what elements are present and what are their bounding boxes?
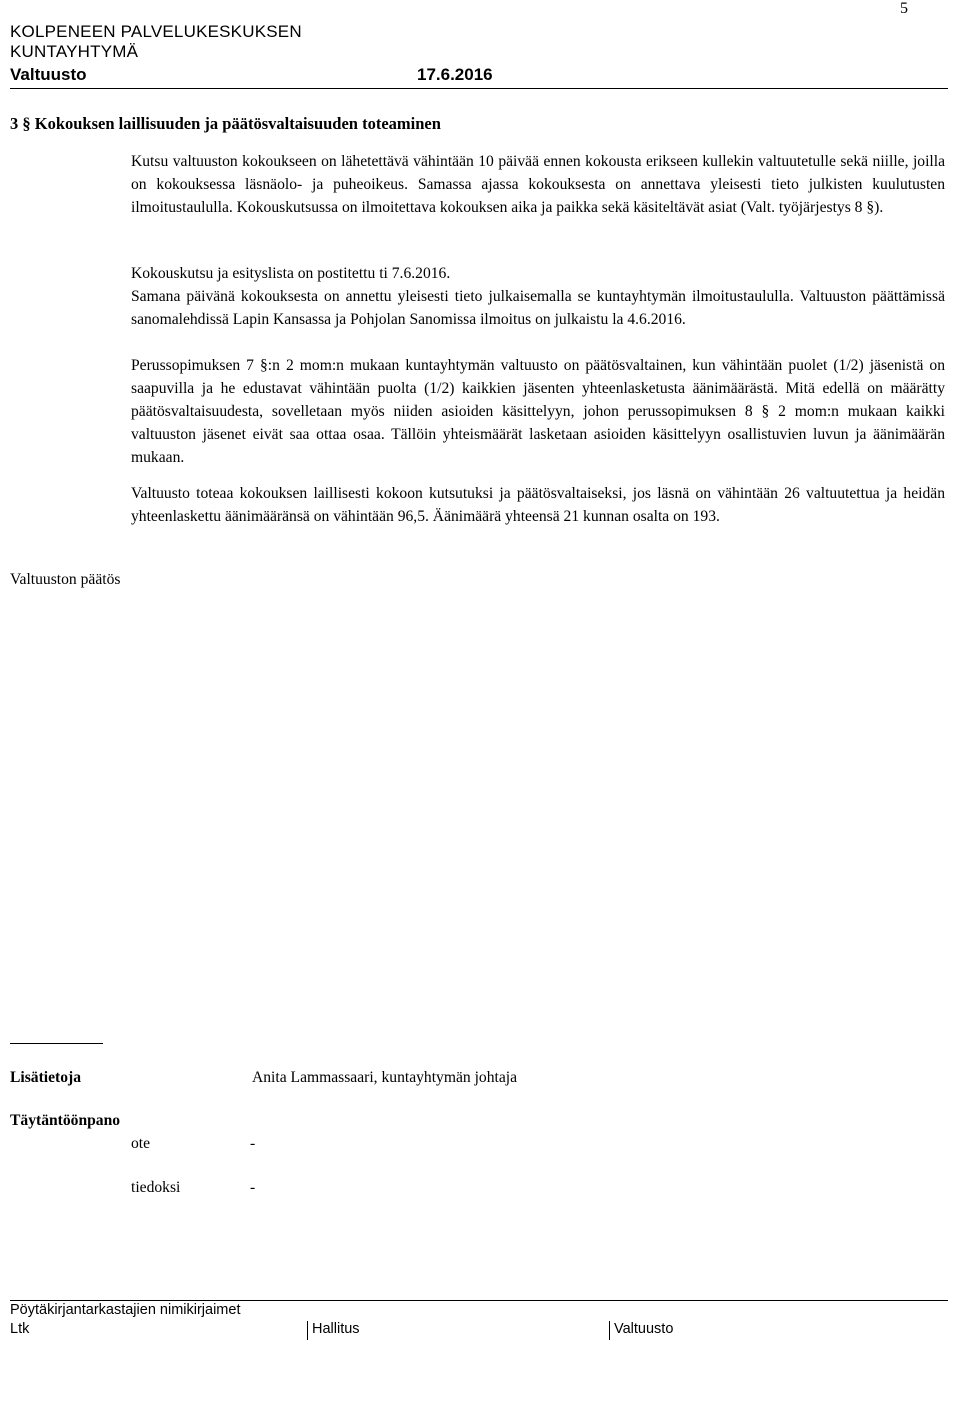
body-paragraph-4 [131, 482, 945, 528]
section-title: 3 § Kokouksen laillisuuden ja päätösvaltaisuuden toteaminen [10, 114, 441, 133]
execution-row-value: - [250, 1179, 256, 1196]
info-contact: Anita Lammassaari, kuntayhtymän johtaja [252, 1069, 518, 1086]
initials-cell-valtuusto: Valtuusto [614, 1321, 674, 1337]
paragraph-text: Kokouskutsu ja esityslista on postitettu ti 7.6.2016. [131, 265, 451, 282]
paragraph-text: Kutsu valtuuston kokoukseen on lähetettävä vähintään 10 päivää ennen kokousta erikseen kullekin valtuutetulle sekä niille, joilla on kokouksessa läsnäolo- ja puheoikeus. Samassa ajassa kokouksesta on annettava yleisesti tieto julkisten kuulutusten ilmoitustaululla. Kokouskutsussa on ilmoitettava kokouksen aika ja paikka sekä käsiteltävät asiat (Valt. työjärjestys 8 §). [131, 153, 945, 216]
execution-label: Täytäntöönpano [10, 1112, 121, 1129]
initials-cell-ltk: Ltk [10, 1321, 308, 1340]
meeting-date: 17.6.2016 [417, 65, 493, 84]
page-number: 5 [900, 0, 908, 17]
body-paragraph-3 [131, 354, 945, 469]
short-divider [10, 1043, 103, 1044]
paragraph-text: Samana päivänä kokouksesta on annettu yleisesti tieto julkaisemalla se kuntayhtymän ilmoitustaululla. Valtuuston päättämissä sanomalehdissä Lapin Kansassa ja Pohjolan Sanomissa ilmoitus on julkaistu la 4.6.2016. [131, 288, 945, 328]
execution-row-name: ote [131, 1135, 151, 1152]
organization-name-line2: KUNTAYHTYMÄ [10, 42, 139, 61]
meeting-body: Valtuusto [10, 65, 87, 84]
footer-divider [10, 1300, 948, 1301]
initials-cell-hallitus: Hallitus [308, 1321, 610, 1340]
body-paragraph-1 [131, 150, 945, 219]
header-divider [10, 88, 948, 89]
info-label: Lisätietoja [10, 1069, 82, 1086]
footer-title: Pöytäkirjantarkastajien nimikirjaimet [10, 1302, 241, 1318]
execution-row-name: tiedoksi [131, 1179, 181, 1196]
execution-row-value: - [250, 1135, 256, 1152]
organization-name-line1: KOLPENEEN PALVELUKESKUKSEN [10, 22, 302, 41]
paragraph-text: Valtuusto toteaa kokouksen laillisesti kokoon kutsutuksi ja päätösvaltaiseksi, jos läsnä on vähintään 26 valtuutettua ja heidän yhteenlaskettu äänimääränsä on vähintään 96,5. Äänimäärä yhteensä 21 kunnan osalta on 193. [131, 485, 945, 525]
decision-label: Valtuuston päätös [10, 571, 121, 588]
paragraph-text: Perussopimuksen 7 §:n 2 mom:n mukaan kuntayhtymän valtuusto on päätösvaltainen, kun vähintään puolet (1/2) jäsenistä on saapuvilla ja he edustavat vähintään puolta (1/2) kaikkien jäsenten yhteenlasketusta äänimäärästä. Mitä edellä on määrätty päätösvaltaisuudesta, sovelletaan myös niiden asioiden käsittelyyn, johon perussopimuksen 8 § 2 mom:n mukaan kaikki valtuuston jäsenet eivät saa ottaa osaa. Tällöin yhteismäärät lasketaan asioiden käsittelyyn osallistuvien luvun ja äänimäärän mukaan. [131, 357, 945, 466]
body-paragraph-2 [131, 262, 945, 331]
